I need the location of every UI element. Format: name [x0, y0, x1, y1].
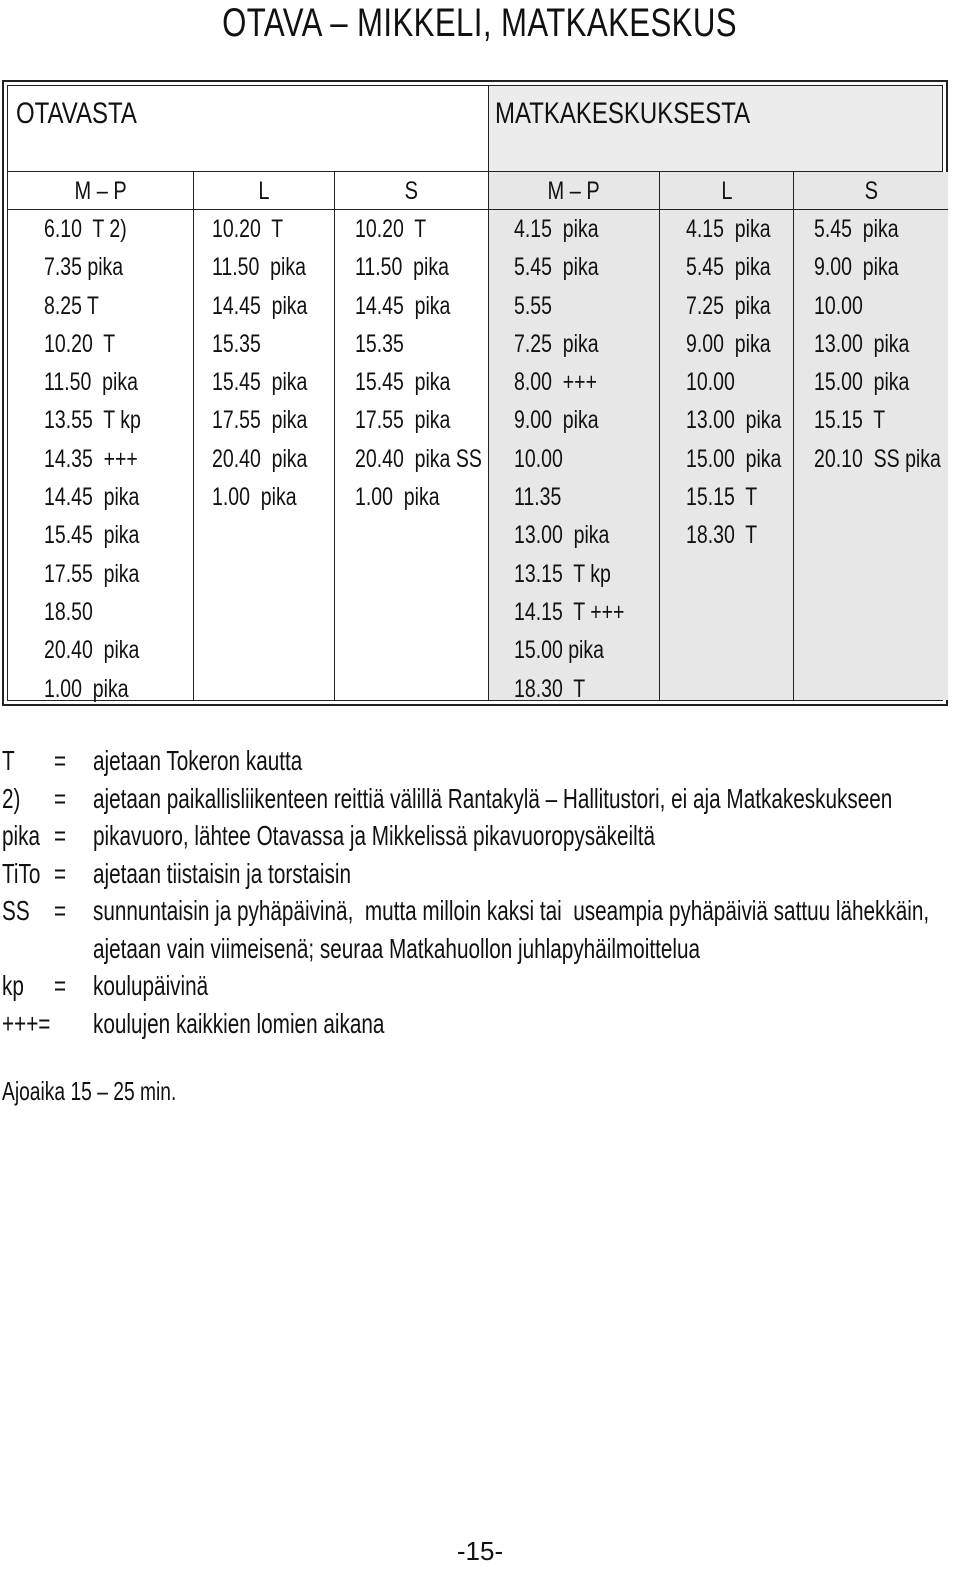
departure-time-text: 13.00 pika: [514, 521, 610, 550]
legend-equals: [54, 855, 70, 892]
legend-text: [93, 967, 249, 1004]
departure-time-text: 7.25 pika: [686, 291, 771, 320]
departure-time-text: 5.45 pika: [686, 253, 771, 282]
legend-row: [2, 930, 957, 968]
page-title: OTAVA – MIKKELI, MATKAKESKUS: [222, 1, 738, 45]
column-header-label: S: [864, 177, 878, 205]
legend-row: [2, 855, 957, 893]
departure-time: [194, 287, 334, 325]
timetable-column-5: [660, 172, 794, 700]
travel-time-text: Ajoaika 15 – 25 min.: [2, 1076, 177, 1106]
departure-time-text: 18.30 T: [514, 674, 586, 703]
departure-time-text: 15.35: [212, 329, 261, 358]
departure-time: [335, 287, 488, 325]
legend-text: [93, 742, 376, 779]
departure-time-text: 18.50: [44, 597, 93, 626]
timetable-column-1: [8, 172, 194, 703]
departure-time-text: 15.00 pika: [686, 444, 782, 473]
departure-time-text: 9.00 pika: [686, 329, 771, 358]
legend-row: [2, 780, 957, 818]
departure-time: [489, 440, 659, 478]
departure-time-text: 15.45 pika: [44, 521, 140, 550]
section-header-row: [8, 86, 942, 172]
legend-text-label: ajetaan Tokeron kautta: [93, 745, 303, 776]
legend-key-label: pika: [2, 820, 41, 851]
departure-time: [794, 248, 948, 286]
departure-time: [335, 248, 488, 286]
departure-time-text: 7.35 pika: [44, 253, 124, 282]
departure-time: [8, 401, 193, 439]
departure-time: [8, 248, 193, 286]
departure-time-text: 5.45 pika: [514, 253, 599, 282]
departure-time: [8, 593, 193, 631]
departure-time: [489, 287, 659, 325]
departure-time: [194, 363, 334, 401]
legend-key-label: T: [2, 745, 15, 776]
departure-time-text: 15.00 pika: [814, 368, 910, 397]
departure-time: [794, 210, 948, 248]
legend-text: [93, 930, 913, 967]
departure-time-text: 13.55 T kp: [44, 406, 141, 435]
legend-equals: [54, 892, 70, 929]
departure-time: [8, 631, 193, 669]
departure-time-text: 10.00: [514, 444, 563, 473]
departure-time: [335, 363, 488, 401]
column-header: [8, 172, 193, 210]
timetable-column-6: [794, 172, 948, 700]
timetable-column-2: [194, 172, 335, 700]
legend-key: [2, 967, 32, 1004]
departure-time-text: 8.00 +++: [514, 368, 597, 397]
legend-key-label: SS: [2, 895, 30, 926]
departure-time-text: 20.40 pika: [212, 444, 308, 473]
legend-key: [2, 742, 19, 779]
departure-time: [8, 478, 193, 516]
departure-time-text: 17.55 pika: [44, 559, 140, 588]
legend-key: [2, 1005, 67, 1042]
departure-time: [794, 363, 948, 401]
column-header-label: M – P: [547, 177, 601, 205]
departure-time: [335, 478, 488, 516]
departure-time-text: 14.35 +++: [44, 444, 138, 473]
departure-time: [8, 670, 193, 708]
departure-time: [489, 325, 659, 363]
legend-equals-label: =: [54, 857, 67, 889]
legend-text: [93, 817, 853, 854]
departure-time-text: 14.45 pika: [44, 483, 140, 512]
departure-time-text: 11.50 pika: [44, 368, 138, 397]
departure-time-text: 5.55: [514, 291, 552, 320]
legend-equals: [54, 742, 70, 779]
departure-time-text: 8.25 T: [44, 291, 99, 320]
departure-time: [489, 670, 659, 708]
departure-time: [8, 325, 193, 363]
departure-time: [489, 555, 659, 593]
legend-key: [2, 780, 27, 817]
departure-time-text: 1.00 pika: [355, 483, 440, 512]
departure-time-text: 15.45 pika: [355, 368, 451, 397]
departure-time: [489, 363, 659, 401]
departure-time-text: 20.40 pika SS: [355, 444, 482, 473]
page-number: -15-: [456, 1536, 504, 1566]
legend-key: [2, 855, 54, 892]
departure-time: [8, 555, 193, 593]
departure-time-text: 13.00 pika: [814, 329, 910, 358]
departure-time-text: 15.00 pika: [514, 636, 604, 665]
departure-time-text: 14.45 pika: [355, 291, 451, 320]
timetable-column-3: [335, 172, 489, 700]
departure-time-text: 9.00 pika: [814, 253, 899, 282]
column-header: [489, 172, 659, 210]
column-header-label: L: [258, 177, 270, 205]
departure-time-text: 10.00: [686, 368, 735, 397]
departure-time: [194, 478, 334, 516]
column-header-label: M – P: [74, 177, 127, 205]
legend-row: [2, 892, 957, 930]
legend: [2, 742, 957, 1042]
departure-time-text: 15.45 pika: [212, 368, 308, 397]
departure-time: [335, 401, 488, 439]
legend-equals-label: =: [54, 745, 67, 776]
departure-time: [194, 401, 334, 439]
departure-time: [489, 210, 659, 248]
departure-time-text: 4.15 pika: [686, 215, 771, 243]
legend-text-label: ajetaan tiistaisin ja torstaisin: [93, 857, 351, 889]
departure-time-text: 1.00 pika: [44, 674, 129, 703]
departure-time-text: 15.35: [355, 329, 404, 358]
legend-text-label: sunnuntaisin ja pyhäpäivinä, mutta milloin kaksi tai useampia pyhäpäiviä sattuu lähekkäin,: [93, 895, 930, 926]
departure-time: [489, 248, 659, 286]
column-header: [660, 172, 793, 210]
departure-time-text: 11.35: [514, 483, 562, 512]
departure-time-text: 4.15 pika: [514, 215, 599, 243]
legend-key: [2, 817, 53, 854]
legend-equals-label: =: [54, 895, 67, 926]
departure-time: [660, 325, 793, 363]
timetable-frame: [2, 80, 948, 706]
travel-time-note: [2, 1074, 238, 1108]
departure-time: [489, 631, 659, 669]
legend-equals-label: =: [54, 820, 67, 851]
legend-text-label: ajetaan vain viimeisenä; seuraa Matkahuollon juhlapyhäilmoittelua: [93, 932, 701, 964]
departure-time-text: 15.15 T: [686, 483, 758, 512]
departure-time-text: 9.00 pika: [514, 406, 599, 435]
timetable: [7, 85, 943, 701]
departure-time: [660, 210, 793, 248]
legend-equals: [54, 817, 70, 854]
section-matkakeskuksesta-label: MATKAKESKUKSESTA: [495, 97, 751, 130]
departure-time-text: 11.50 pika: [355, 253, 449, 282]
departure-time: [194, 248, 334, 286]
departure-time: [794, 440, 948, 478]
departure-time-text: 10.00: [814, 291, 863, 320]
legend-row: [2, 817, 957, 855]
departure-time: [335, 325, 488, 363]
departure-time: [794, 325, 948, 363]
section-matkakeskuksesta: [489, 86, 942, 171]
legend-equals-label: =: [54, 782, 67, 814]
departure-time: [660, 287, 793, 325]
column-header: [335, 172, 488, 210]
departure-time: [194, 325, 334, 363]
departure-time: [794, 287, 948, 325]
legend-row: [2, 1005, 957, 1043]
departure-time: [489, 401, 659, 439]
legend-equals: [54, 780, 70, 817]
departure-time: [8, 363, 193, 401]
departure-time-text: 5.45 pika: [814, 215, 899, 243]
legend-text-label: pikavuoro, lähtee Otavassa ja Mikkelissä pikavuoropysäkeiltä: [93, 820, 656, 851]
column-header-label: L: [720, 177, 733, 205]
column-header: [194, 172, 334, 210]
departure-time-text: 10.20 T: [44, 329, 116, 358]
legend-text: [93, 780, 960, 817]
column-header: [794, 172, 948, 210]
departure-time: [8, 440, 193, 478]
departure-time-text: 10.20 T: [355, 215, 427, 243]
legend-text: [93, 892, 960, 929]
departure-time-text: 20.40 pika: [44, 636, 140, 665]
departure-time: [8, 210, 193, 248]
legend-equals-label: =: [54, 970, 67, 1001]
departure-time: [194, 440, 334, 478]
legend-key-label: kp: [2, 970, 24, 1001]
legend-row: [2, 967, 957, 1005]
departure-time-text: 17.55 pika: [355, 406, 451, 435]
departure-time-text: 6.10 T 2): [44, 215, 127, 243]
legend-text-label: koulujen kaikkien lomien aikana: [93, 1007, 385, 1039]
departure-time: [489, 478, 659, 516]
legend-equals: [54, 967, 70, 1004]
departure-time: [335, 440, 488, 478]
departure-time-text: 11.50 pika: [212, 253, 306, 282]
departure-time: [489, 593, 659, 631]
departure-time: [8, 287, 193, 325]
departure-time-text: 15.15 T: [814, 406, 886, 435]
timetable-grid: [8, 172, 942, 703]
departure-time: [335, 210, 488, 248]
section-otavasta-label: OTAVASTA: [16, 97, 137, 130]
departure-time: [194, 210, 334, 248]
departure-time: [660, 248, 793, 286]
departure-time-text: 13.15 T kp: [514, 559, 611, 588]
legend-text: [93, 1005, 487, 1042]
departure-time-text: 17.55 pika: [212, 406, 308, 435]
departure-time: [660, 440, 793, 478]
column-header-label: S: [404, 177, 419, 205]
legend-text-label: ajetaan paikallisliikenteen reittiä välillä Rantakylä – Hallitustori, ei aja Matkakeskukseen: [93, 782, 893, 814]
departure-time: [660, 478, 793, 516]
departure-time-text: 13.00 pika: [686, 406, 782, 435]
departure-time-text: 20.10 SS pika: [814, 444, 941, 473]
legend-row: [2, 742, 957, 780]
departure-time-text: 1.00 pika: [212, 483, 297, 512]
section-otavasta: [8, 86, 489, 171]
legend-text-label: koulupäivinä: [93, 970, 209, 1001]
departure-time: [489, 516, 659, 554]
departure-time: [660, 401, 793, 439]
legend-key-label: 2): [2, 782, 21, 814]
departure-time: [660, 516, 793, 554]
legend-key-label: +++=: [2, 1007, 51, 1039]
legend-key: [2, 892, 39, 929]
departure-time-text: 7.25 pika: [514, 329, 599, 358]
departure-time: [794, 401, 948, 439]
timetable-column-4: [489, 172, 660, 703]
departure-time-text: 14.45 pika: [212, 291, 308, 320]
departure-time-text: 18.30 T: [686, 521, 758, 550]
legend-text: [93, 855, 442, 892]
departure-time: [8, 516, 193, 554]
departure-time-text: 10.20 T: [212, 215, 284, 243]
departure-time: [660, 363, 793, 401]
departure-time-text: 14.15 T +++: [514, 597, 625, 626]
legend-key-label: TiTo: [2, 857, 41, 889]
